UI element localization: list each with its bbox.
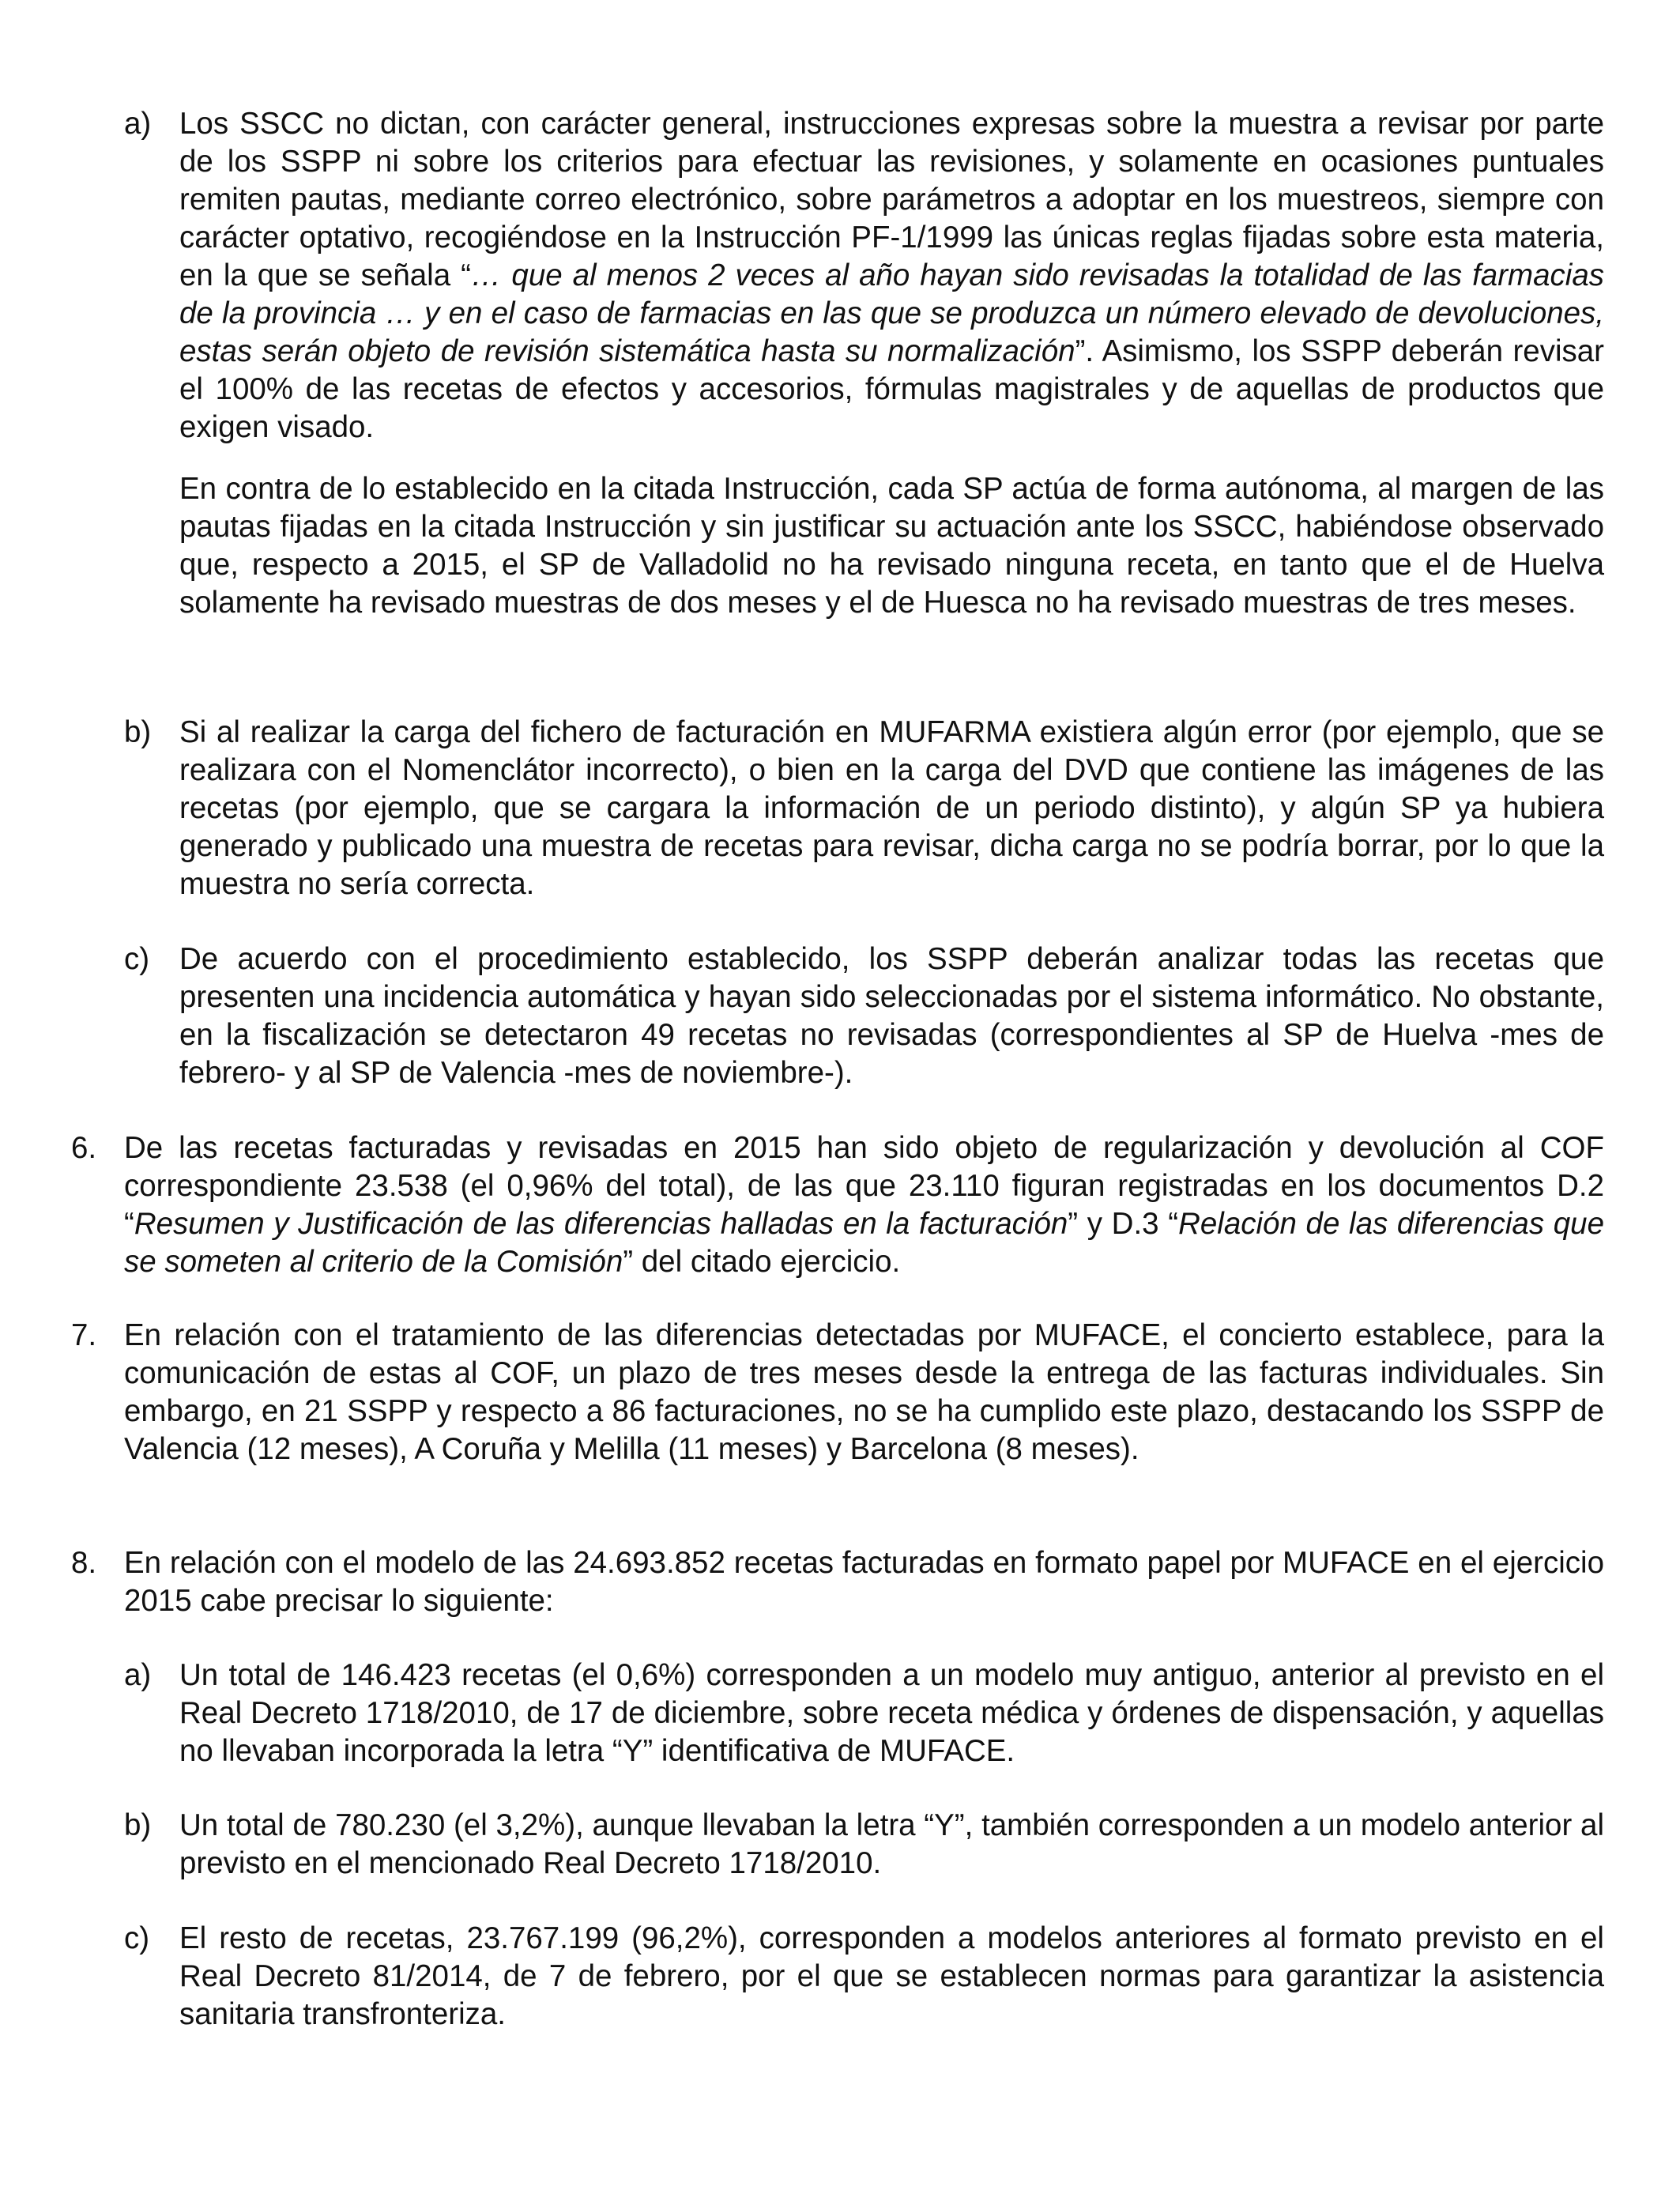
list-item-b-mufarma — [179, 714, 1604, 903]
paragraph: Si al realizar la carga del fichero de facturación en MUFARMA existiera algún error (por ejemplo, que se realizara con el Nomenclátor incorrecto), o bien en la carga del DVD que contiene las imágenes de las recetas (por ejemplo, que se cargara la información de un periodo distinto), y algún SP ya hubiera generado y publicado una muestra de recetas para revisar, dicha carga no se podría borrar, por lo que la muestra no sería correcta. — [179, 715, 1604, 901]
numbered-item-6 — [124, 1129, 1604, 1281]
paragraph-text: ” del citado ejercicio. — [623, 1245, 901, 1279]
list-item-c-remaining — [179, 1920, 1604, 2034]
paragraph-text: De las recetas facturadas y revisadas en 2015 han sido objeto de regularización y devolución al COF correspondiente 23.538 (el 0,96% del total), de las que 23.110 figuran registradas en los documentos D.2 “ — [124, 1131, 1604, 1241]
numbered-item-7 — [124, 1317, 1604, 1468]
list-item-b-letter-y — [179, 1807, 1604, 1883]
list-marker: a) — [124, 107, 152, 141]
list-marker: 7. — [71, 1318, 97, 1352]
list-marker: a) — [124, 1658, 152, 1692]
instruction-quote: … que al menos 2 veces al año hayan sido revisadas la totalidad de las farmacias de la provincia … y en el caso de farmacias en las que se produzca un número elevado de devoluciones, estas serán objeto de revisión sistemática hasta su normalización — [179, 258, 1604, 368]
paragraph — [124, 1129, 1604, 1281]
list-marker: b) — [124, 1808, 152, 1842]
paragraph-text: ” y D.3 “ — [1068, 1207, 1179, 1241]
paragraph: Un total de 780.230 (el 3,2%), aunque llevaban la letra “Y”, también corresponden a un modelo anterior al previsto en el mencionado Real Decreto 1718/2010. — [179, 1808, 1604, 1880]
list-marker: 8. — [71, 1546, 97, 1580]
list-marker: c) — [124, 1921, 150, 1955]
list-marker: c) — [124, 942, 150, 976]
paragraph: En contra de lo establecido en la citada Instrucción, cada SP actúa de forma autónoma, al margen de las pautas fijadas en la citada Instrucción y sin justificar su actuación ante los SSCC, habiéndose observado que, respecto a 2015, el SP de Valladolid no ha revisado ninguna receta, en tanto que el de Huelva solamente ha revisado muestras de dos meses y el de Huesca no ha revisado muestras de tres meses. — [179, 472, 1604, 620]
list-marker: 6. — [71, 1131, 97, 1165]
paragraph: De acuerdo con el procedimiento establecido, los SSPP deberán analizar todas las recetas que presenten una incidencia automática y hayan sido seleccionadas por el sistema informático. No obstante, en la fiscalización se detectaron 49 recetas no revisadas (correspondientes al SP de Huelva -mes de febrero- y al SP de Valencia -mes de noviembre-). — [179, 942, 1604, 1090]
numbered-item-8 — [124, 1544, 1604, 1620]
list-marker: b) — [124, 715, 152, 749]
document-title-d3: Relación de las diferencias que se someten al criterio de la Comisión — [124, 1207, 1604, 1279]
list-item-a-old-model — [179, 1657, 1604, 1770]
list-item-a-sampling — [179, 105, 1604, 622]
paragraph — [179, 105, 1604, 447]
paragraph-text: ”. Asimismo, los SSPP deberán revisar el 100% de las recetas de efectos y accesorios, fórmulas magistrales y de aquellas de productos que exigen visado. — [179, 334, 1604, 444]
paragraph: El resto de recetas, 23.767.199 (96,2%), corresponden a modelos anteriores al formato previsto en el Real Decreto 81/2014, de 7 de febrero, por el que se establecen normas para garantizar la asistencia sanitaria transfronteriza. — [179, 1921, 1604, 2031]
paragraph-text: Los SSCC no dictan, con carácter general, instrucciones expresas sobre la muestra a revisar por parte de los SSPP ni sobre los criterios para efectuar las revisiones, y solamente en ocasiones puntuales remiten pautas, mediante correo electrónico, sobre parámetros a adoptar en los muestreos, siempre con carácter optativo, recogiéndose en la Instrucción PF-1/1999 las únicas reglas fijadas sobre esta materia, en la que se señala “ — [179, 107, 1604, 292]
list-item-c-incidences — [179, 941, 1604, 1092]
document-title-d2: Resumen y Justificación de las diferencias halladas en la facturación — [134, 1207, 1068, 1241]
paragraph: Un total de 146.423 recetas (el 0,6%) corresponden a un modelo muy antiguo, anterior al previsto en el Real Decreto 1718/2010, de 17 de diciembre, sobre receta médica y órdenes de dispensación, y aquellas no llevaban incorporada la letra “Y” identificativa de MUFACE. — [179, 1658, 1604, 1768]
paragraph: En relación con el modelo de las 24.693.852 recetas facturadas en formato papel por MUFACE en el ejercicio 2015 cabe precisar lo siguiente: — [124, 1546, 1604, 1618]
paragraph: En relación con el tratamiento de las diferencias detectadas por MUFACE, el concierto establece, para la comunicación de estas al COF, un plazo de tres meses desde la entrega de las facturas individuales. Sin embargo, en 21 SSPP y respecto a 86 facturaciones, no se ha cumplido este plazo, destacando los SSPP de Valencia (12 meses), A Coruña y Melilla (11 meses) y Barcelona (8 meses). — [124, 1318, 1604, 1466]
